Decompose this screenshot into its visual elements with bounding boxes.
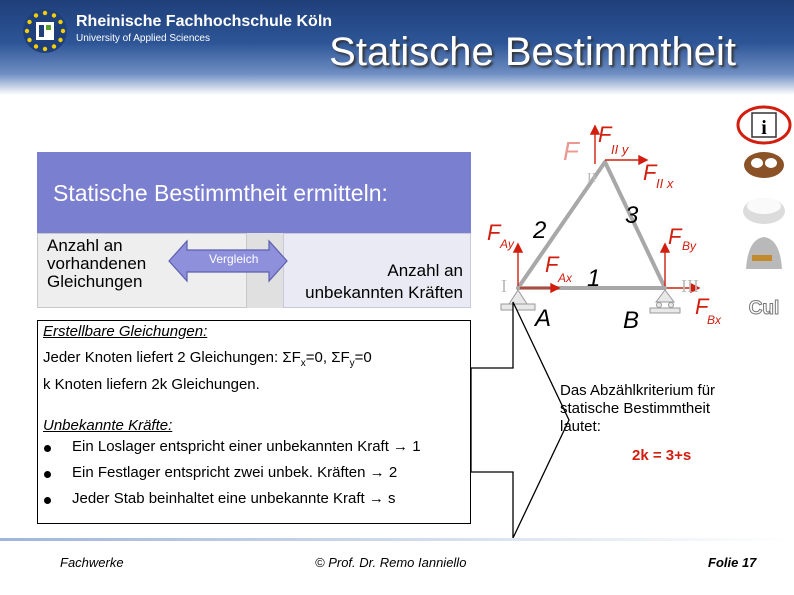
force-arrows — [514, 126, 699, 292]
unknown-line: unbekannten Kräften — [305, 283, 463, 302]
force-fii-x-label: F — [643, 160, 657, 185]
node-ii-label: II — [587, 171, 597, 186]
footer-slide-number: Folie 17 — [708, 555, 757, 570]
support-b-label: B — [623, 307, 640, 334]
university-name: Rheinische Fachhochschule Köln — [76, 13, 333, 30]
helmet-icon — [746, 237, 782, 269]
force-fbx-label: F — [695, 294, 709, 319]
equations-line-1-suffix: =0 — [354, 349, 372, 366]
given-equations-label — [47, 237, 146, 291]
forces-heading: Unbekannte Kräfte: — [43, 417, 173, 434]
force-fay-sub: Ay — [500, 237, 514, 251]
footer-author: © Prof. Dr. Remo Ianniello — [315, 555, 467, 570]
bullet-item-3: Jeder Stab beinhaltet eine unbekannte Kraft → s — [72, 490, 396, 507]
member-3-label: 3 — [625, 202, 639, 229]
support-b-icon — [650, 290, 680, 313]
criterion-line: statische Bestimmtheit — [560, 400, 711, 417]
cream-bowl-icon — [743, 198, 785, 224]
force-fbx-sub: Bx — [707, 313, 722, 327]
pretzel-icon — [744, 152, 784, 178]
header-banner — [0, 0, 794, 95]
info-icon-letter: i — [761, 117, 767, 139]
bullet-icon — [44, 497, 51, 504]
bullet-icon — [44, 445, 51, 452]
bullet-item-2: Ein Festlager entspricht zwei unbek. Kräften → 2 — [72, 464, 398, 481]
force-fii-y-label: F — [598, 122, 612, 147]
university-subtitle: University of Applied Sciences — [76, 33, 210, 44]
force-fax-sub: Ax — [558, 271, 573, 285]
compare-label: Vergleich — [209, 252, 259, 266]
member-2-label: 2 — [533, 217, 547, 244]
support-a-label: A — [535, 305, 552, 332]
slide-title: Statische Bestimmtheit — [329, 30, 736, 74]
bullet-item-1: Ein Loslager entspricht einer unbekannten Kraft → 1 — [72, 438, 421, 455]
given-line: vorhandenen — [47, 254, 147, 273]
info-icon[interactable] — [738, 107, 790, 143]
unknown-line: Anzahl an — [387, 261, 463, 280]
equations-line-2: k Knoten liefern 2k Gleichungen. — [43, 376, 260, 393]
force-fax-label: F — [545, 252, 559, 277]
given-line: Gleichungen — [47, 272, 143, 291]
cul-label: Cul — [748, 298, 780, 318]
sum-x-subscript: x — [300, 358, 306, 369]
unknown-forces-label — [305, 260, 463, 304]
determine-box — [37, 152, 471, 308]
equations-line-1-prefix: Jeder Knoten liefert 2 Gleichungen: ΣF — [43, 349, 301, 366]
bullet-icon — [44, 471, 51, 478]
force-fby-sub: By — [682, 239, 697, 253]
side-icon-strip — [734, 103, 794, 318]
equations-line-1 — [43, 349, 372, 369]
criterion-line: lautet: — [560, 418, 601, 435]
member-1-label: 1 — [587, 265, 601, 292]
force-fii-y-sub: II y — [611, 142, 629, 157]
criterion-text — [560, 382, 715, 436]
equations-line-1-mid: =0, ΣF — [305, 349, 350, 366]
force-fii-x-sub: II x — [656, 176, 674, 191]
criterion-formula: 2k = 3+s — [632, 447, 692, 464]
determine-box-title: Statische Bestimmtheit ermitteln: — [53, 180, 388, 206]
force-fby-label: F — [668, 224, 682, 249]
equations-heading: Erstellbare Gleichungen: — [43, 323, 208, 340]
force-f-label: F — [563, 136, 579, 166]
university-logo-icon — [22, 8, 68, 54]
big-right-arrow-icon — [471, 300, 571, 540]
force-fay-label: F — [487, 220, 501, 245]
sum-y-subscript: y — [349, 358, 355, 369]
node-i-label: I — [501, 276, 507, 296]
footer-divider — [0, 538, 794, 541]
footer-topic: Fachwerke — [60, 555, 124, 570]
given-line: Anzahl an — [47, 236, 123, 255]
node-iii-label: III — [681, 276, 699, 296]
criterion-line: Das Abzählkriterium für — [560, 382, 716, 399]
